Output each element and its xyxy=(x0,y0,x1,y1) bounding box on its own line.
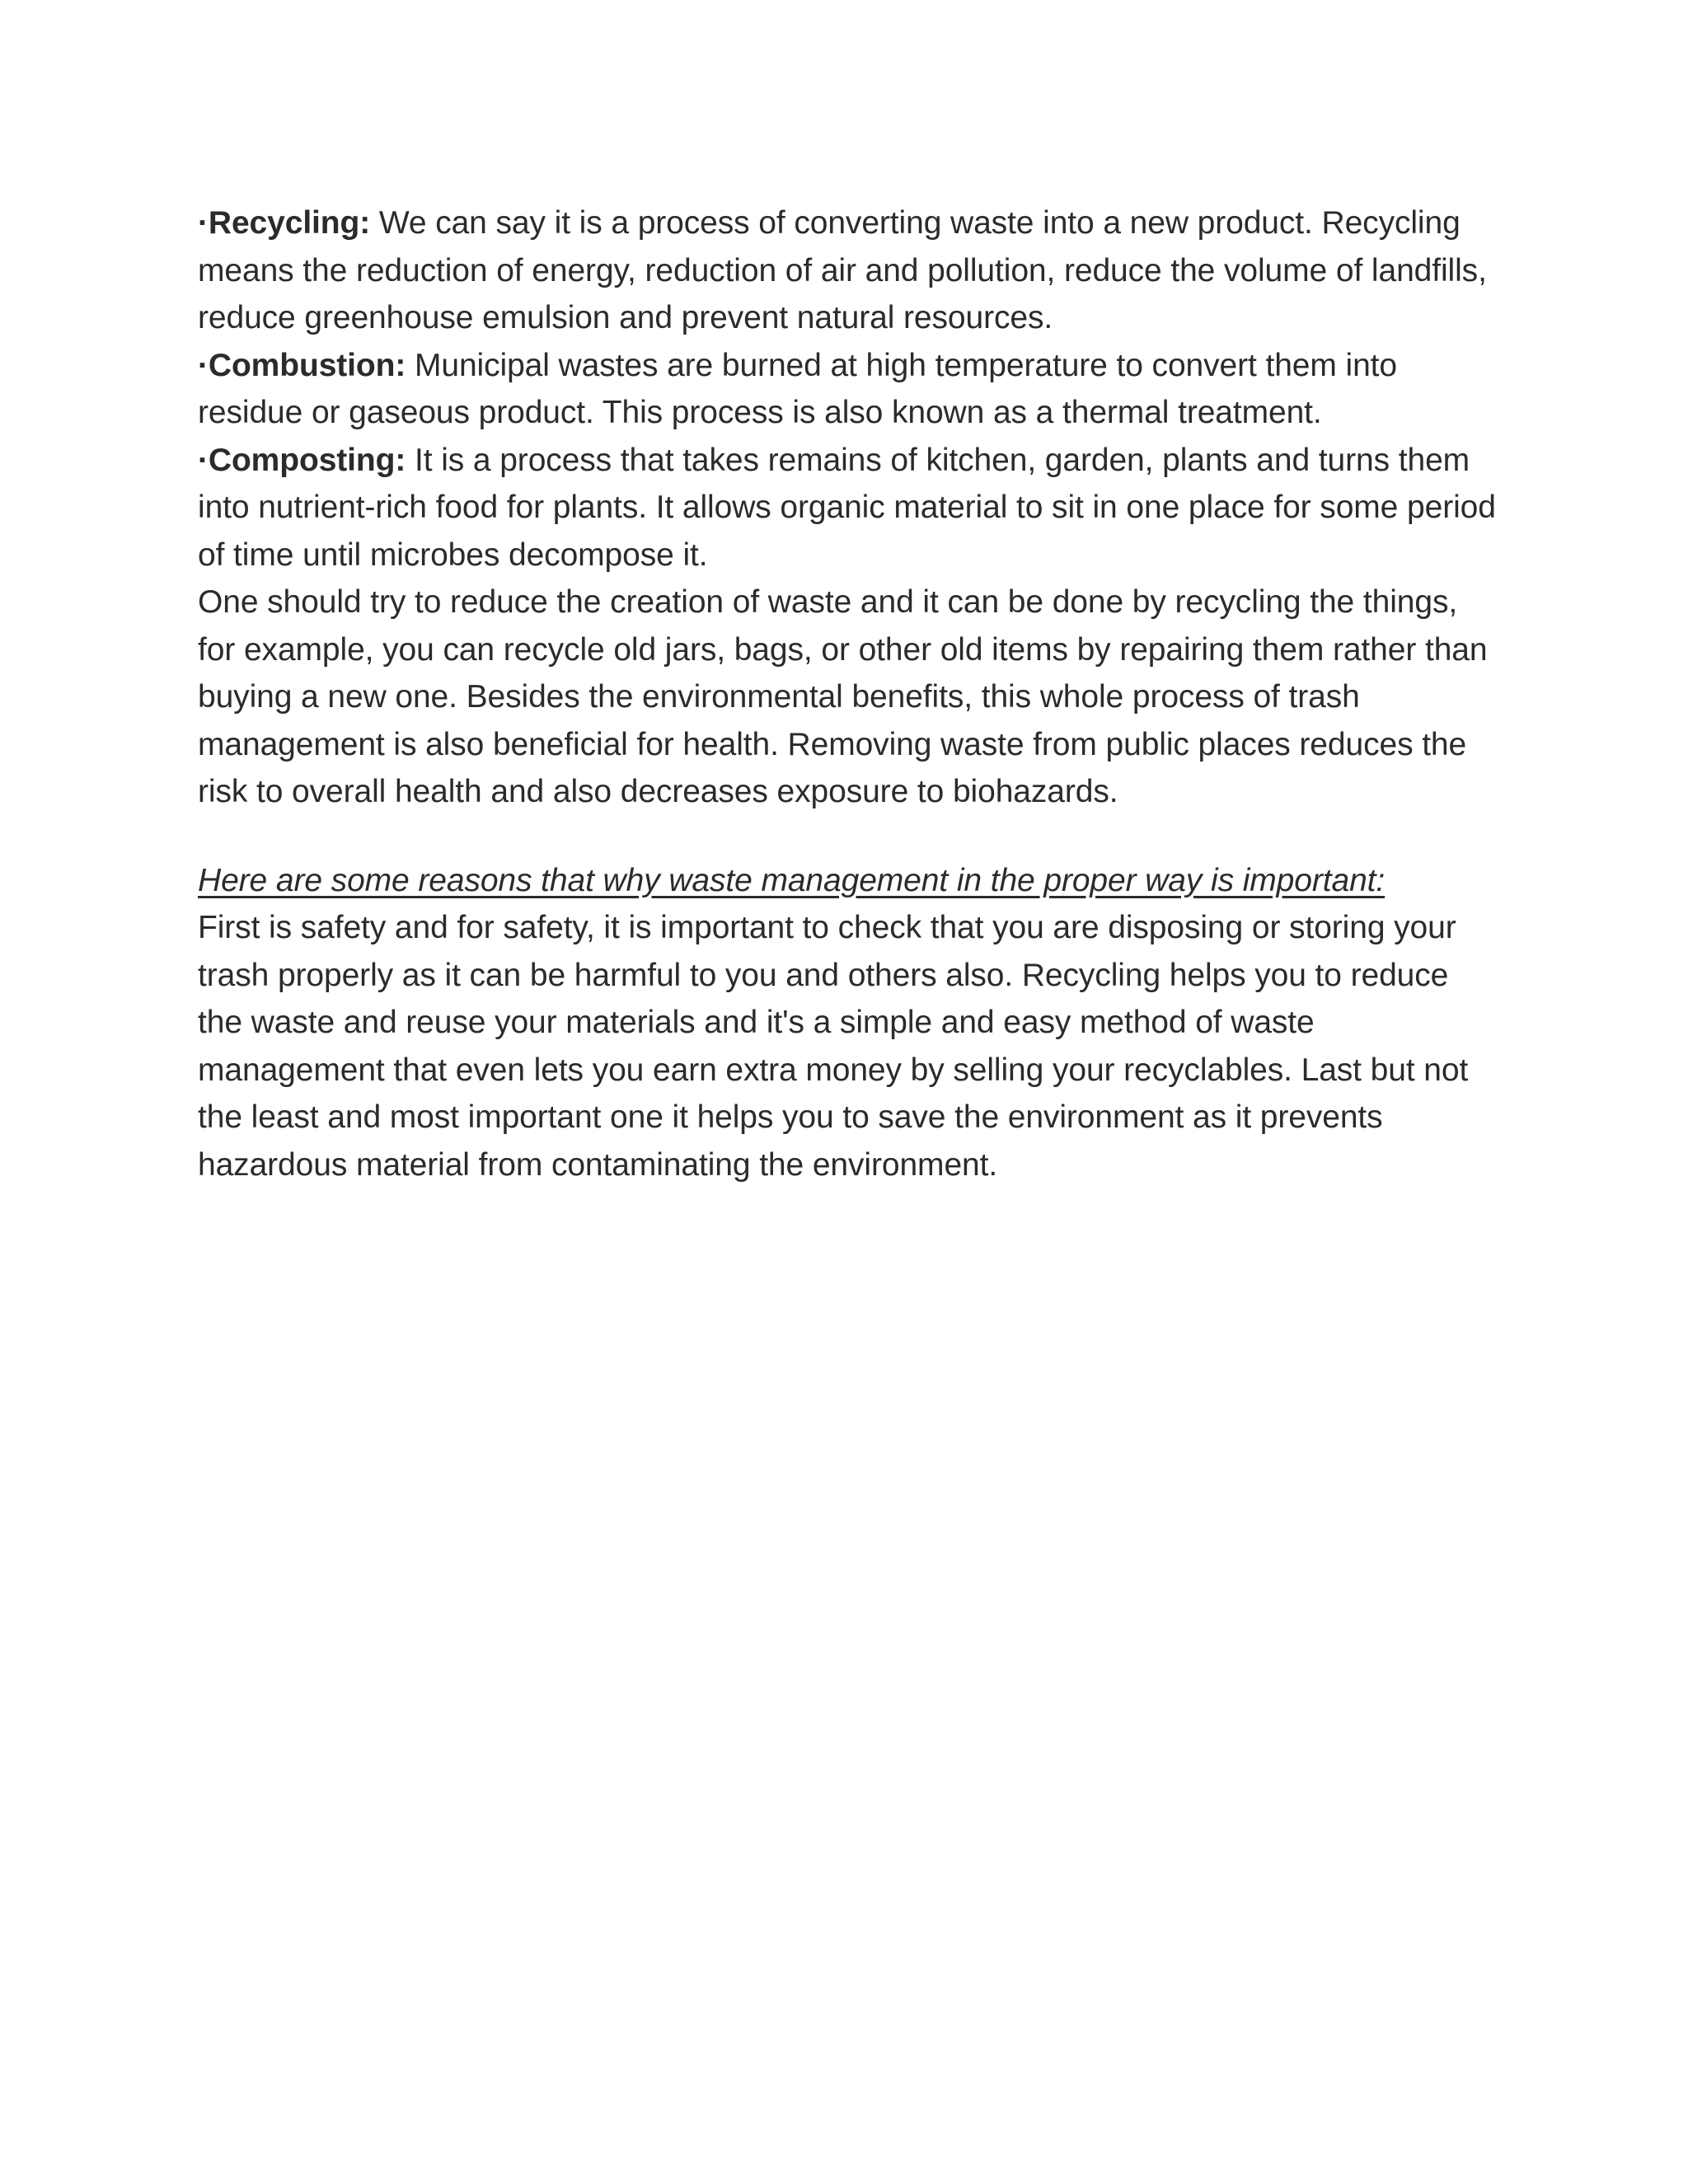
bullet-recycling xyxy=(198,199,1500,342)
paragraph-spacer xyxy=(198,816,1500,857)
section-heading xyxy=(198,857,1500,905)
bullet-marker: · xyxy=(198,205,209,241)
section-heading-text: Here are some reasons that why waste management in the proper way is important: xyxy=(198,862,1386,898)
bullet-text: Municipal wastes are burned at high temperature to convert them into residue or gaseous product. This process is also known as a thermal treatment. xyxy=(198,347,1397,430)
term-recycling: Recycling: xyxy=(208,205,371,241)
term-composting: Composting: xyxy=(208,442,406,478)
bullet-text: We can say it is a process of converting waste into a new product. Recycling means the reduction of energy, reduction of air and pollution, reduce the volume of landfills, reduce greenhouse emulsion and prevent natural resources. xyxy=(198,205,1487,335)
bullet-combustion xyxy=(198,342,1500,437)
bullet-marker: · xyxy=(198,347,209,383)
bullet-composting xyxy=(198,437,1500,579)
document-body xyxy=(198,199,1500,1188)
bullet-marker: · xyxy=(198,442,209,478)
bullet-text: It is a process that takes remains of kitchen, garden, plants and turns them into nutrient-rich food for plants. It allows organic material to sit in one place for some period of time until microbes decompose it. xyxy=(198,442,1496,573)
paragraph-reasons: First is safety and for safety, it is important to check that you are disposing or storing your trash properly as it can be harmful to you and others also. Recycling helps you to reduce the waste and reuse your materials and it's a simple and easy method of waste management that even lets you earn extra money by selling your recyclables. Last but not the least and most important one it helps you to save the environment as it prevents hazardous material from contaminating the environment. xyxy=(198,910,1469,1183)
term-combustion: Combustion: xyxy=(208,347,406,383)
paragraph-waste-reduction: One should try to reduce the creation of waste and it can be done by recycling the things, for example, you can recycle old jars, bags, or other old items by repairing them rather than buying a new one. Besides the environmental benefits, this whole process of trash management is also beneficial for health. Removing waste from public places reduces the risk to overall health and also decreases exposure to biohazards. xyxy=(198,584,1488,809)
